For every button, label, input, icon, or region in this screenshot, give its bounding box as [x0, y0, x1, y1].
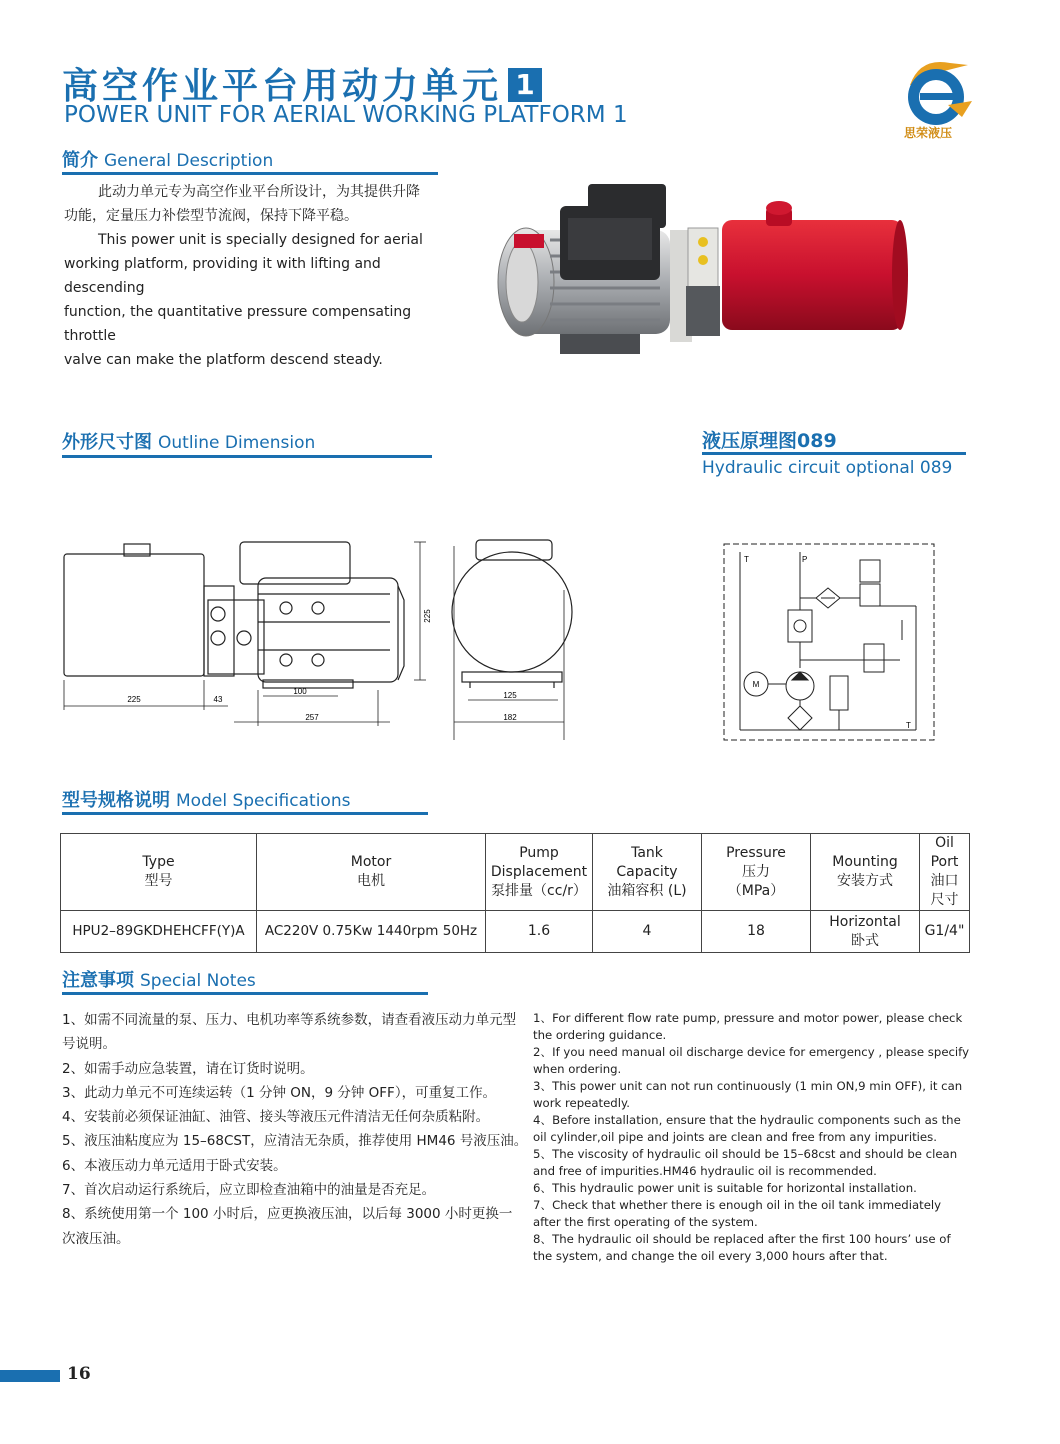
list-item: 号说明。: [62, 1036, 116, 1053]
table-header-row: [61, 834, 970, 911]
dim-225-height: 225: [423, 609, 432, 623]
section-underline: [62, 172, 438, 175]
dim-225-length: 225: [127, 695, 141, 704]
title-number-badge: 1: [508, 68, 542, 102]
notes-list-en: [533, 1010, 971, 1265]
list-item: 3、This power unit can not run continuously (1 min ON,9 min OFF), it can work repeatedly.: [533, 1079, 963, 1110]
notes-list-cn: [62, 1008, 528, 1251]
header-pressure: Pressure 压力 （MPa）: [702, 834, 811, 911]
power-unit-photo: [490, 178, 920, 370]
list-item: 8、The hydraulic oil should be replaced after the first 100 hours’ use of the system, and change the oil every 3,000 hours after that.: [533, 1232, 951, 1263]
port-p-top: P: [802, 555, 808, 564]
header-motor: Motor 电机: [257, 834, 486, 911]
port-t-top: T: [744, 555, 749, 564]
page-title-cn: 高空作业平台用动力单元 1: [62, 58, 542, 109]
list-item: 2、如需手动应急装置，请在订货时说明。: [62, 1060, 314, 1077]
hydraulic-circuit-heading-en: Hydraulic circuit optional 089: [702, 458, 953, 478]
dim-257: 257: [305, 713, 319, 722]
header-oil-port: Oil Port 油口尺寸: [920, 834, 970, 911]
cell-pump: 1.6: [486, 911, 593, 953]
list-item: 7、首次启动运行系统后，应立即检查油箱中的油量是否充足。: [62, 1182, 436, 1199]
cell-mounting: Horizontal 卧式: [811, 911, 920, 953]
page-number-bar: [0, 1370, 60, 1382]
dim-100: 100: [293, 687, 307, 696]
cell-type: HPU2–89GKDHEHCFF(Y)A: [61, 911, 257, 953]
motor-symbol-label: M: [752, 680, 760, 689]
list-item: 4、安装前必须保证油缸、油管、接头等液压元件清洁无任何杂质粘附。: [62, 1109, 490, 1126]
list-item: 1、For different flow rate pump, pressure and motor power, please check the ordering guidance.: [533, 1011, 963, 1042]
hydraulic-circuit-heading-cn: 液压原理图089: [702, 430, 837, 452]
section-underline: [62, 455, 432, 458]
outline-dimension-heading: 外形尺寸图 Outline Dimension: [62, 432, 316, 453]
general-description-text: 此动力单元专为高空作业平台所设计，为其提供升降 功能，定量压力补偿型节流阀，保持下降平稳。 This power unit is specially designed for aerial working platform, providing it with lifting and descending function, the quantitative pressure compensating throttle valve can make the platform descend steady.: [64, 184, 423, 368]
cell-oil-port: G1/4": [920, 911, 970, 953]
header-mounting: Mounting 安装方式: [811, 834, 920, 911]
hydraulic-circuit-diagram: [720, 540, 940, 746]
list-item: 6、This hydraulic power unit is suitable for horizontal installation.: [533, 1181, 917, 1195]
cell-motor: AC220V 0.75Kw 1440rpm 50Hz: [257, 911, 486, 953]
list-item: 1、如需不同流量的泵、压力、电机功率等系统参数，请查看液压动力单元型: [62, 1012, 517, 1028]
dim-43: 43: [213, 695, 223, 704]
list-item: 8、系统使用第一个 100 小时后，应更换液压油，以后每 3000 小时更换一: [62, 1206, 513, 1223]
cell-pressure: 18: [702, 911, 811, 953]
special-notes-heading: 注意事项 Special Notes: [62, 970, 256, 991]
model-spec-table: [60, 833, 970, 953]
header-pump: Pump Displacement 泵排量（cc/r）: [486, 834, 593, 911]
section-underline: [702, 452, 966, 455]
list-item: 7、Check that whether there is enough oil in the oil tank immediately after the first operating of the system.: [533, 1198, 942, 1229]
list-item: 4、Before installation, ensure that the hydraulic components such as the oil cylinder,oil pipe and joints are clean and free from any impurities.: [533, 1113, 961, 1144]
list-item: 3、此动力单元不可连续运转（1 分钟 ON，9 分钟 OFF），可重复工作。: [62, 1084, 497, 1101]
page-title-en: POWER UNIT FOR AERIAL WORKING PLATFORM 1: [64, 102, 628, 128]
section-underline: [62, 992, 428, 995]
list-item: 2、If you need manual oil discharge device for emergency , please specify when ordering.: [533, 1045, 970, 1076]
list-item: 5、液压油粘度应为 15–68CST，应清洁无杂质，推荐使用 HM46 号液压油。: [62, 1133, 528, 1150]
port-t-bottom: T: [906, 721, 911, 730]
logo-text: 思荣液压: [904, 126, 953, 140]
header-tank: Tank Capacity 油箱容积 (L): [593, 834, 702, 911]
page-number: 16: [67, 1364, 91, 1384]
dim-125: 125: [503, 691, 517, 700]
dim-182: 182: [503, 713, 517, 722]
outline-dimension-drawing: [58, 530, 578, 750]
model-specifications-heading: 型号规格说明 Model Specifications: [62, 790, 351, 811]
header-type: Type 型号: [61, 834, 257, 911]
cell-tank: 4: [593, 911, 702, 953]
general-description-heading: 简介 General Description: [62, 150, 274, 171]
list-item: 6、本液压动力单元适用于卧式安装。: [62, 1157, 287, 1174]
table-row: [61, 911, 970, 953]
list-item: 次液压油。: [62, 1230, 130, 1247]
section-underline: [62, 812, 428, 815]
list-item: 5、The viscosity of hydraulic oil should be 15–68cst and should be clean and free of impurities.HM46 hydraulic oil is recommended.: [533, 1147, 958, 1178]
